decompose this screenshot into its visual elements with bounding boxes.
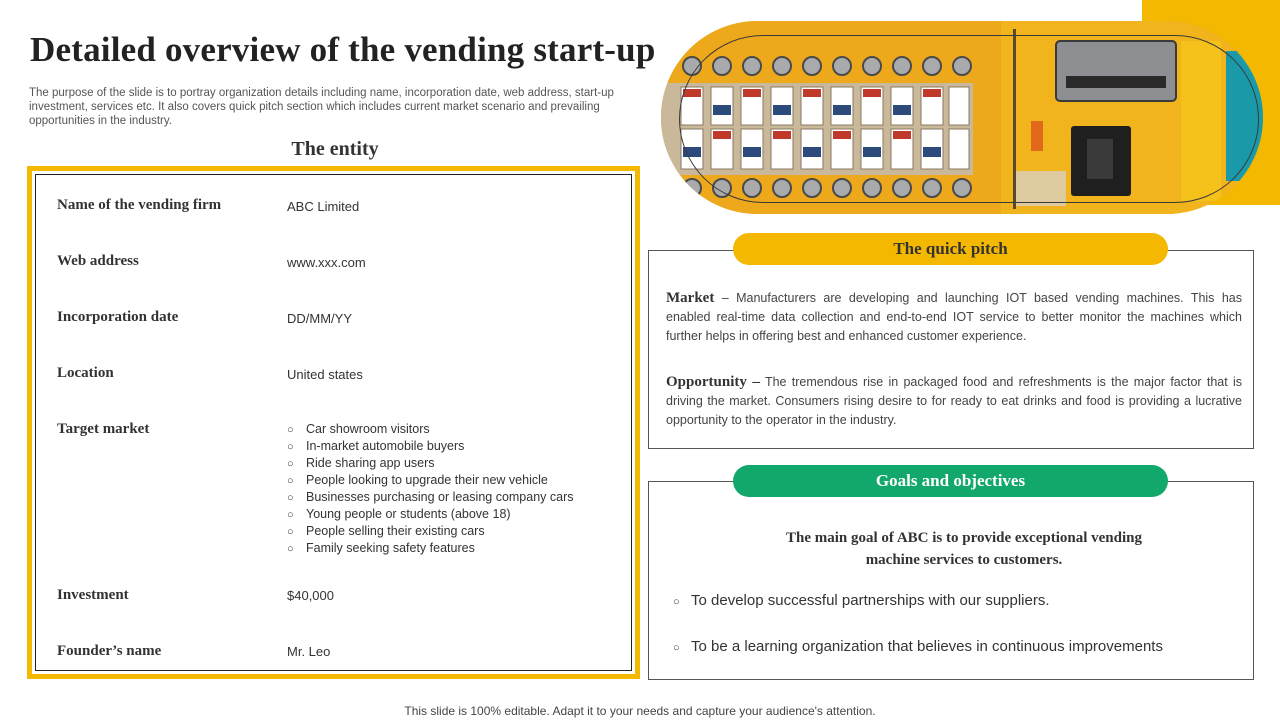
goal-item: ○ To be a learning organization that believes in continuous improvements xyxy=(673,638,1163,655)
entity-panel xyxy=(27,166,640,679)
slide-footer: This slide is 100% editable. Adapt it to your needs and capture your audience's attention. xyxy=(404,704,876,718)
market-text: – Manufacturers are developing and launching IOT based vending machines. This has enabled real-time data collection and end-to-end IOT service to better monitor the machines which further helps in offering best and enhanced customer experience. xyxy=(666,291,1242,343)
list-item: ○ People selling their existing cars xyxy=(287,524,485,538)
value-firm-name: ABC Limited xyxy=(287,199,360,214)
label-web-address: Web address xyxy=(57,253,139,269)
value-location: United states xyxy=(287,367,363,382)
list-item: ○ Businesses purchasing or leasing company cars xyxy=(287,490,574,504)
opportunity-lead: Opportunity – xyxy=(666,374,760,390)
opportunity-paragraph xyxy=(666,373,1242,430)
entity-table xyxy=(35,174,632,671)
bullet-icon: ○ xyxy=(673,642,680,654)
value-founder-name: Mr. Leo xyxy=(287,644,331,659)
goals-panel xyxy=(648,481,1254,680)
bullet-icon: ○ xyxy=(287,475,294,487)
image-outline xyxy=(679,35,1259,203)
list-item: ○ Family seeking safety features xyxy=(287,541,475,555)
bullet-icon: ○ xyxy=(287,441,294,453)
label-firm-name: Name of the vending firm xyxy=(57,197,222,213)
value-incorporation-date: DD/MM/YY xyxy=(287,311,352,326)
main-goal-text: The main goal of ABC is to provide exceptional vending machine services to customers. xyxy=(785,530,1142,568)
bullet-icon: ○ xyxy=(287,543,294,555)
opportunity-text: The tremendous rise in packaged food and refreshments is the major factor that is driving the market. Consumers rising desire to for ready to eat drinks and food is providing a lucrative opportunity to the operator in the industry. xyxy=(666,375,1242,427)
value-web-address: www.xxx.com xyxy=(287,255,366,270)
bullet-icon: ○ xyxy=(673,596,680,608)
label-location: Location xyxy=(57,365,114,381)
list-item: ○ Ride sharing app users xyxy=(287,456,435,470)
slide-title: Detailed overview of the vending start-up xyxy=(30,30,656,69)
goal-item: ○ To develop successful partnerships with our suppliers. xyxy=(673,592,1050,609)
entity-heading: The entity xyxy=(291,138,379,160)
quick-pitch-panel xyxy=(648,250,1254,449)
quick-pitch-heading: The quick pitch xyxy=(733,233,1168,265)
list-item: ○ In-market automobile buyers xyxy=(287,439,465,453)
bullet-icon: ○ xyxy=(287,509,294,521)
bullet-icon: ○ xyxy=(287,424,294,436)
bullet-icon: ○ xyxy=(287,526,294,538)
list-item: ○ People looking to upgrade their new vehicle xyxy=(287,473,548,487)
label-incorporation-date: Incorporation date xyxy=(57,309,179,325)
goals-heading: Goals and objectives xyxy=(733,465,1168,497)
value-investment: $40,000 xyxy=(287,588,334,603)
target-market-list xyxy=(287,421,574,557)
list-item: ○ Car showroom visitors xyxy=(287,422,430,436)
label-founder-name: Founder’s name xyxy=(57,643,162,659)
vending-machine-photo xyxy=(661,21,1263,214)
market-paragraph xyxy=(666,289,1242,346)
list-item: ○ Young people or students (above 18) xyxy=(287,507,511,521)
bullet-icon: ○ xyxy=(287,458,294,470)
market-lead: Market xyxy=(666,290,715,306)
bullet-icon: ○ xyxy=(287,492,294,504)
label-investment: Investment xyxy=(57,587,129,603)
label-target-market: Target market xyxy=(57,421,150,437)
slide-subtitle: The purpose of the slide is to portray organization details including name, incorporation date, web address, start-up investment, services etc. It also covers quick pitch section which includes current market scenario and prevailing opportunities in the industry. xyxy=(29,87,614,127)
